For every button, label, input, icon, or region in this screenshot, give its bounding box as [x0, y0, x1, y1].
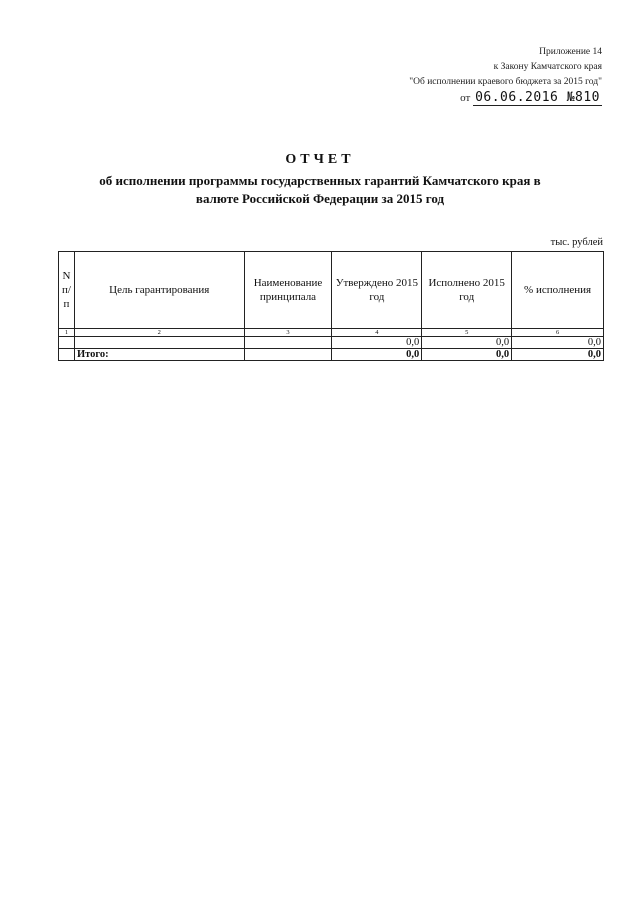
report-title: ОТЧЕТ [285, 152, 355, 167]
table-cell: 0,0 [422, 337, 512, 349]
column-number-row [59, 329, 604, 337]
table-cell: 0,0 [332, 337, 422, 349]
report-subtitle: об исполнении программы государственных гарантий Камчатского края в валюте Российской Федерации за 2015 год [99, 173, 541, 206]
total-row [59, 349, 604, 361]
report-table [58, 251, 604, 361]
total-principal-cell [244, 349, 332, 361]
total-label: Итого: [74, 349, 244, 361]
header-cell-percent: % исполнения [512, 252, 604, 329]
total-number-cell [59, 349, 75, 361]
total-approved: 0,0 [332, 349, 422, 361]
handwritten-number: 810 [575, 90, 600, 105]
header-cell-approved: Утверждено 2015 год [332, 252, 422, 329]
appendix-line-1: Приложение 14 [539, 47, 602, 57]
units-label: тыс. рублей [550, 237, 603, 248]
appendix-block [409, 45, 602, 107]
column-number: 6 [512, 329, 604, 337]
number-prefix: № [566, 90, 576, 105]
column-number: 2 [74, 329, 244, 337]
column-number: 1 [59, 329, 75, 337]
column-number: 4 [332, 329, 422, 337]
column-number: 3 [244, 329, 332, 337]
title-block [0, 152, 640, 208]
total-percent: 0,0 [512, 349, 604, 361]
date-number-line [409, 89, 602, 107]
header-cell-number: N п/п [59, 252, 75, 329]
table-header-row [59, 252, 604, 329]
column-number: 5 [422, 329, 512, 337]
handwritten-date: 06.06.2016 [475, 90, 559, 105]
table-row [59, 337, 604, 349]
appendix-line-2: к Закону Камчатского края [493, 62, 602, 72]
header-cell-principal: Наименование принципала [244, 252, 332, 329]
total-executed: 0,0 [422, 349, 512, 361]
table-cell [244, 337, 332, 349]
date-prefix: от [460, 92, 471, 104]
handwritten-date-and-number [473, 90, 602, 106]
header-cell-purpose: Цель гарантирования [74, 252, 244, 329]
appendix-line-3: "Об исполнении краевого бюджета за 2015 год" [409, 77, 602, 87]
table-cell: 0,0 [512, 337, 604, 349]
header-cell-executed: Исполнено 2015 год [422, 252, 512, 329]
table-cell [59, 337, 75, 349]
table-cell [74, 337, 244, 349]
